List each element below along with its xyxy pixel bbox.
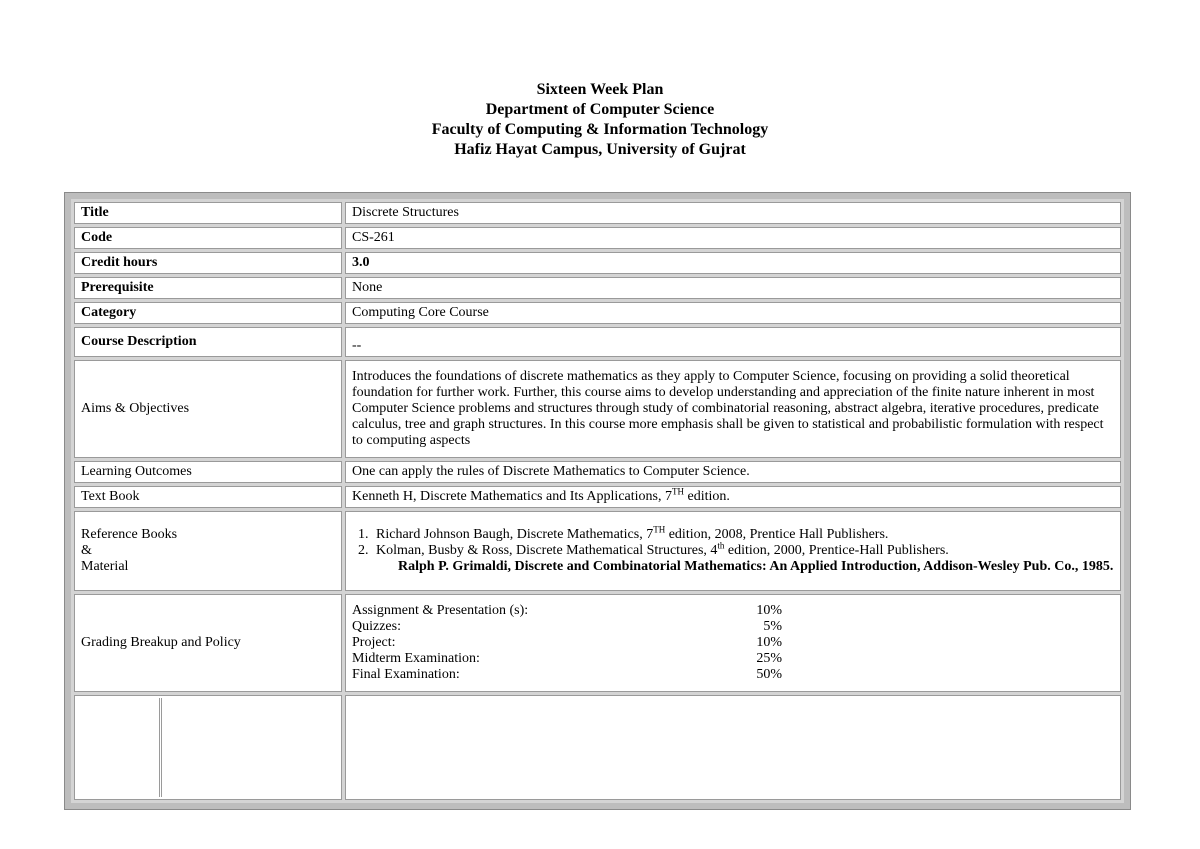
category-value: Computing Core Course bbox=[345, 302, 1121, 324]
grading-value bbox=[345, 594, 1121, 692]
table-row bbox=[74, 202, 1121, 224]
reference-books-value bbox=[345, 511, 1121, 591]
reference-item bbox=[372, 524, 1114, 543]
grading-label: Grading Breakup and Policy bbox=[74, 594, 342, 692]
reference-item-bold: Ralph P. Grimaldi, Discrete and Combinatorial Mathematics: An Applied Introduction, Addison-Wesley Pub. Co., 1985. bbox=[398, 559, 1114, 574]
table-row bbox=[74, 486, 1121, 508]
table-row bbox=[74, 695, 1121, 800]
credit-hours-value: 3.0 bbox=[345, 252, 1121, 274]
reference-sup: TH bbox=[653, 524, 666, 535]
grading-item-value: 10% bbox=[756, 603, 782, 618]
reference-sup: th bbox=[717, 540, 725, 551]
learning-outcomes-label: Learning Outcomes bbox=[74, 461, 342, 483]
prerequisite-label: Prerequisite bbox=[74, 277, 342, 299]
table-row bbox=[74, 594, 1121, 692]
reference-text-end: edition, 2000, Prentice-Hall Publishers. bbox=[724, 543, 949, 558]
text-book-sup: TH bbox=[671, 486, 684, 497]
grading-item-name: Final Examination: bbox=[352, 667, 460, 682]
reference-text-end: edition, 2008, Prentice Hall Publishers. bbox=[665, 527, 889, 542]
empty-subcell bbox=[81, 698, 162, 797]
prerequisite-value: None bbox=[345, 277, 1121, 299]
course-description-label: Course Description bbox=[74, 327, 342, 357]
faculty-name: Faculty of Computing & Information Technology bbox=[431, 121, 769, 138]
grading-item bbox=[352, 619, 1114, 635]
learning-outcomes-value: One can apply the rules of Discrete Mathematics to Computer Science. bbox=[345, 461, 1121, 483]
grading-item-name: Assignment & Presentation (s): bbox=[352, 603, 529, 618]
grading-item-value: 25% bbox=[756, 651, 782, 666]
grading-item bbox=[352, 635, 1114, 651]
course-table bbox=[71, 199, 1124, 803]
aims-value: Introduces the foundations of discrete mathematics as they apply to Computer Science, focusing on providing a solid theoretical foundation for further work. Further, this course aims to develop understanding and appreciation of the finite nature inherent in most Computer Science problems and structures through study of combinatorial reasoning, abstract algebra, iterative procedures, predicate calculus, tree and graph structures. In this course more emphasis shall be given to statistical and probabilistic formulation with respect to computing aspects bbox=[345, 360, 1121, 458]
text-book-label: Text Book bbox=[74, 486, 342, 508]
grading-item-name: Midterm Examination: bbox=[352, 651, 480, 666]
reference-text: Richard Johnson Baugh, Discrete Mathematics, 7 bbox=[376, 527, 654, 542]
grading-item bbox=[352, 667, 1114, 683]
document-header bbox=[0, 80, 1200, 160]
text-book-value bbox=[345, 486, 1121, 508]
plan-title: Sixteen Week Plan bbox=[536, 81, 664, 98]
grading-item bbox=[352, 603, 1114, 619]
table-row bbox=[74, 511, 1121, 591]
aims-label: Aims & Objectives bbox=[74, 360, 342, 458]
table-row bbox=[74, 327, 1121, 357]
empty-cell bbox=[345, 695, 1121, 800]
reference-label-line1: Reference Books bbox=[81, 527, 178, 542]
course-description-value: -- bbox=[345, 327, 1121, 357]
course-table-frame bbox=[64, 192, 1131, 810]
grading-item-value: 50% bbox=[756, 667, 782, 682]
grading-item-name: Quizzes: bbox=[352, 619, 401, 634]
credit-hours-label: Credit hours bbox=[74, 252, 342, 274]
reference-list bbox=[352, 524, 1114, 559]
code-label: Code bbox=[74, 227, 342, 249]
table-row bbox=[74, 252, 1121, 274]
grading-item-name: Project: bbox=[352, 635, 396, 650]
table-row bbox=[74, 302, 1121, 324]
text-book-text-end: edition. bbox=[683, 489, 730, 504]
category-label: Category bbox=[74, 302, 342, 324]
department-name: Department of Computer Science bbox=[485, 101, 715, 118]
reference-label-line3: Material bbox=[81, 559, 129, 574]
table-row bbox=[74, 360, 1121, 458]
table-row bbox=[74, 227, 1121, 249]
title-value: Discrete Structures bbox=[345, 202, 1121, 224]
text-book-text: Kenneth H, Discrete Mathematics and Its Applications, 7 bbox=[352, 489, 672, 504]
reference-text: Kolman, Busby & Ross, Discrete Mathematical Structures, 4 bbox=[376, 543, 718, 558]
split-cell bbox=[81, 698, 335, 797]
title-label: Title bbox=[74, 202, 342, 224]
campus-name: Hafiz Hayat Campus, University of Gujrat bbox=[454, 141, 746, 158]
grading-item bbox=[352, 651, 1114, 667]
reference-label-line2: & bbox=[81, 543, 92, 558]
empty-split-cell bbox=[74, 695, 342, 800]
table-row bbox=[74, 461, 1121, 483]
reference-books-label bbox=[74, 511, 342, 591]
table-row bbox=[74, 277, 1121, 299]
grading-item-value: 10% bbox=[756, 635, 782, 650]
grading-item-value: 5% bbox=[763, 619, 782, 634]
code-value: CS-261 bbox=[345, 227, 1121, 249]
reference-item bbox=[372, 540, 1114, 559]
